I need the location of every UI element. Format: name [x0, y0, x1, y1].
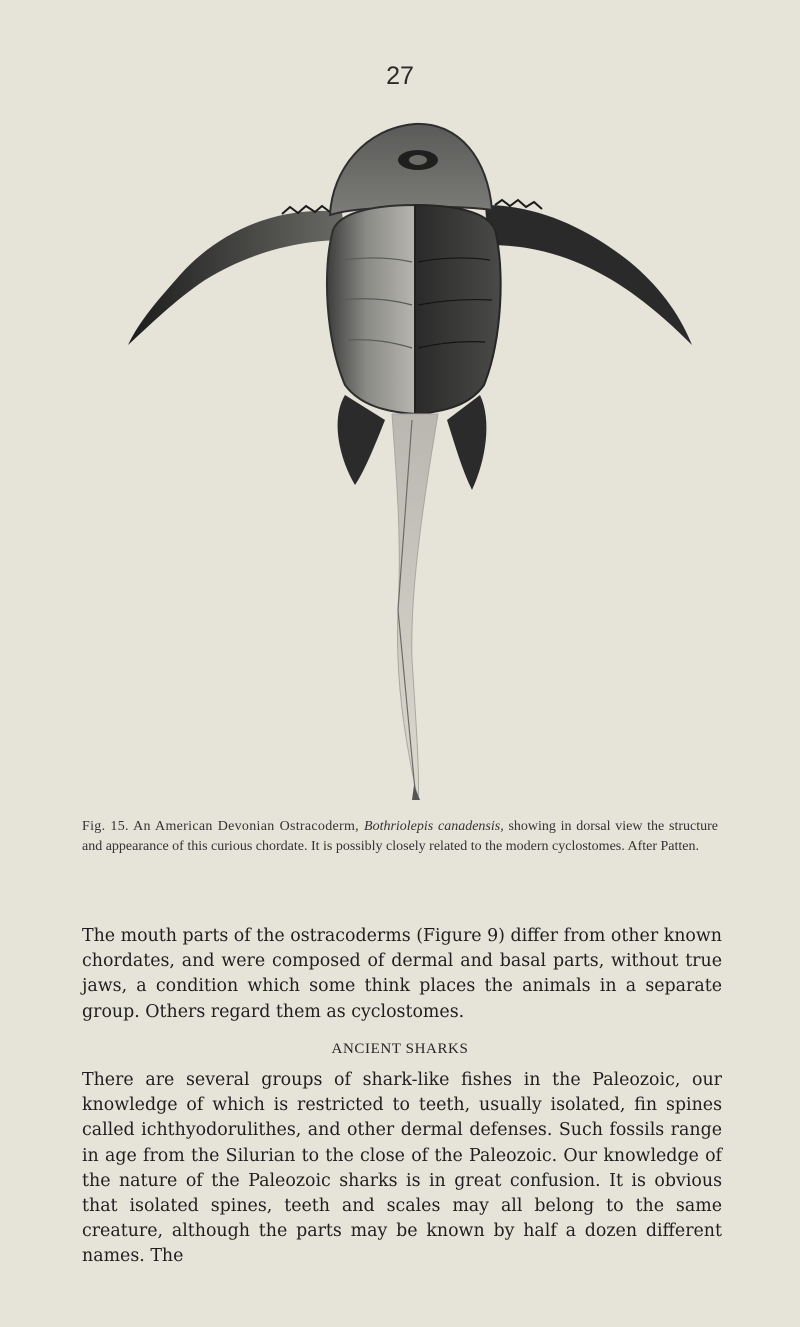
section-heading: ANCIENT SHARKS: [331, 1041, 469, 1057]
body-paragraph-2: There are several groups of shark-like fishes in the Paleozoic, our knowledge of which is restricted to teeth, usually isolated, fin spines called ichthyodorulithes, and other dermal defenses. Such fossils range in age from the Silurian to the close of the Paleozoic. Our knowledge of the nature of the Paleozoic sharks is in great confusion. It is obvious that isolated spines, teeth and scales may all belong to the same creature, although the parts may be known by half a dozen different names. The: [82, 1070, 722, 1267]
figure-caption: [82, 817, 718, 857]
caption-rest: showing in dorsal view the structure and appearance of this curious chordate. It is possibly closely related to the modern cyclostomes. After Patten.: [82, 819, 718, 854]
body-paragraph-1: The mouth parts of the ostracoderms (Figure 9) differ from other known chordates, and were composed of dermal and basal parts, without true jaws, a condition which some think places the animals in a separate group. Others regard them as cyclostomes.: [82, 926, 722, 1022]
right-pectoral-fin: [485, 205, 692, 345]
posterior-fin-right: [447, 395, 486, 490]
page-number: 27: [386, 62, 414, 90]
tail: [392, 414, 438, 800]
head-shield: [330, 124, 492, 215]
left-pectoral-fin: [128, 211, 345, 345]
caption-species: Bothriolepis canadensis,: [364, 819, 504, 834]
trunk-armor-right: [415, 205, 501, 414]
trunk-armor-left: [327, 205, 415, 414]
caption-lead: Fig. 15. An American Devonian Ostracoderm,: [82, 819, 365, 834]
